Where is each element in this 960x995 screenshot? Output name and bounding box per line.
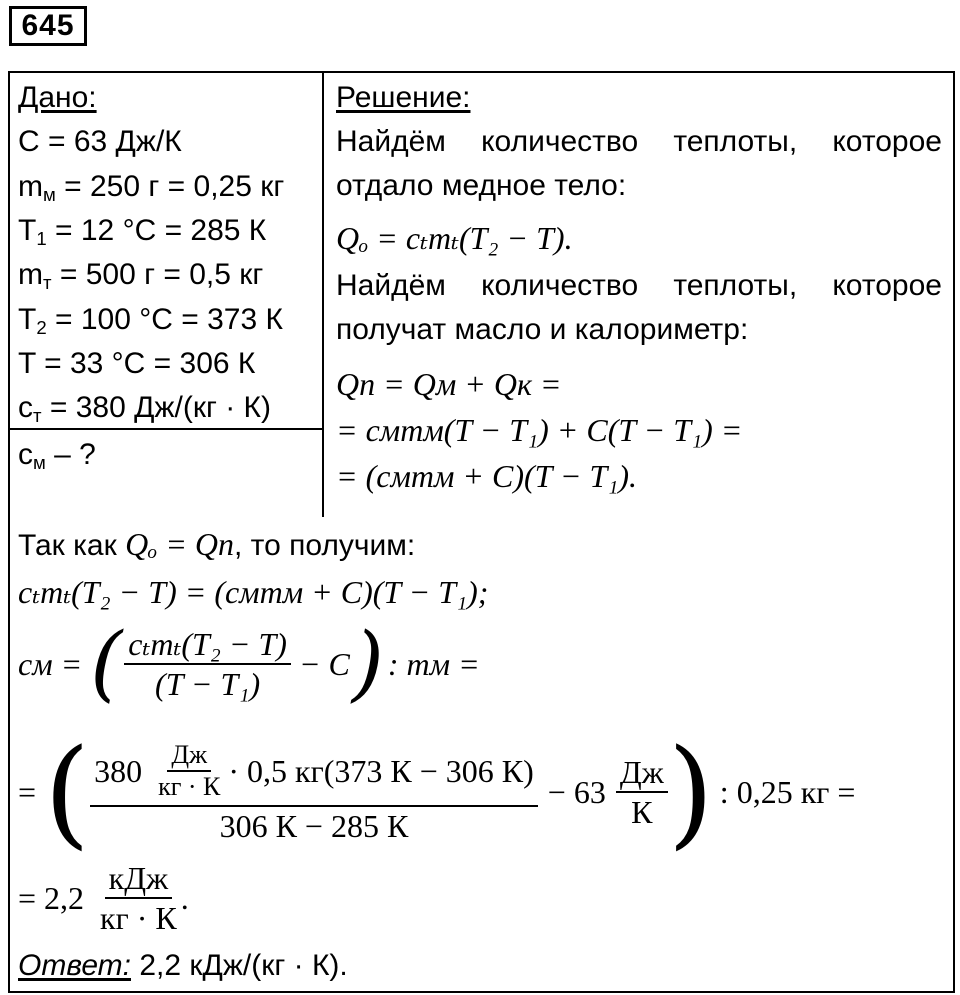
given-temp-body: T2 = 100 °C = 373 К [18, 303, 283, 339]
given-capacity: C = 63 Дж/К [18, 125, 182, 158]
equation-heat-received: Qп = Qм + Qк = [336, 366, 562, 402]
word: количество [481, 269, 639, 302]
word: количество [481, 125, 639, 158]
given-heading: Дано: [18, 81, 97, 114]
solution-paragraph-2 [336, 264, 942, 352]
given-mass-body: mт = 500 г = 0,5 кг [18, 258, 264, 294]
equation-balance: cₜmₜ(T₂ − T) = (cмmм + C)(T − T₁); [18, 574, 489, 610]
answer-value: 2,2 кДж/(кг · К). [131, 949, 348, 982]
given-mass-copper: mм = 250 г = 0,25 кг [18, 170, 285, 206]
equation-heat-given: Qₒ = cₜmₜ(T₂ − T). [336, 220, 573, 256]
answer-label: Ответ: [18, 949, 131, 982]
balance-statement: Так как Qₒ = Qп, то получим: [18, 526, 416, 562]
fraction-denominator: (T − T₁) [155, 666, 261, 702]
formula-lhs: cм = [18, 646, 83, 682]
fraction-denominator: 306 К − 285 К [219, 807, 409, 844]
line: отдало медное тело: [336, 169, 627, 202]
word: Найдём [336, 269, 446, 302]
left-paren: ( [44, 723, 91, 861]
find-quantity: cм – ? [18, 438, 96, 474]
unit-fraction: $\frac{Дж}{кг \cdot К}$ [158, 739, 221, 801]
given-temp-final: T = 33 °C = 306 К [18, 347, 256, 380]
word: теплоты, [673, 269, 798, 302]
result-value: = 2,2 [18, 880, 85, 916]
answer-line [18, 948, 348, 984]
unit-fraction-j-per-k: $\frac{Дж}{К}$ [616, 754, 668, 830]
equation-numeric-substitution [18, 723, 856, 861]
line: получат масло и калориметр: [336, 313, 749, 346]
problem-number: 645 [9, 6, 87, 46]
word: Найдём [336, 125, 446, 158]
right-paren: ) [667, 723, 714, 861]
word: теплоты, [673, 125, 798, 158]
formula-rhs: : mм = [387, 646, 480, 682]
formula-fraction [124, 626, 291, 702]
fraction-numerator: 380 $\frac{Дж}{кг \cdot К}$ · 0,5 кг(373 К − 306 К) [90, 741, 538, 807]
solution-paragraph-1 [336, 120, 942, 208]
minus-63: − 63 [547, 774, 606, 810]
equation-result: = 2,2 $\frac{\text{кДж}}{кг \cdot К}$ . [18, 860, 189, 936]
right-paren: ) [351, 616, 384, 711]
equation-specific-heat-formula [18, 618, 480, 710]
left-paren: ( [90, 616, 123, 711]
equation-heat-factored: = (cмmм + C)(T − T₁). [336, 458, 638, 494]
solution-heading: Решение: [336, 81, 471, 114]
word: которое [832, 269, 942, 302]
equation-heat-expanded: = cмmм(T − T₁) + C(T − T₁) = [336, 412, 743, 448]
formula-minus-c: − C [298, 646, 350, 682]
numeric-fraction [90, 741, 538, 844]
equals-sign: = [18, 774, 37, 810]
word: которое [832, 125, 942, 158]
divide-mass: : 0,25 кг = [719, 774, 856, 810]
column-divider [322, 71, 324, 517]
given-temp-initial: T1 = 12 °C = 285 К [18, 214, 267, 250]
result-unit-fraction: $\frac{\text{кДж}}{кг \cdot К}$ [100, 860, 177, 936]
given-specific-heat-body: cт = 380 Дж/(кг · К) [18, 391, 272, 427]
fraction-numerator: cₜmₜ(T₂ − T) [124, 626, 291, 665]
